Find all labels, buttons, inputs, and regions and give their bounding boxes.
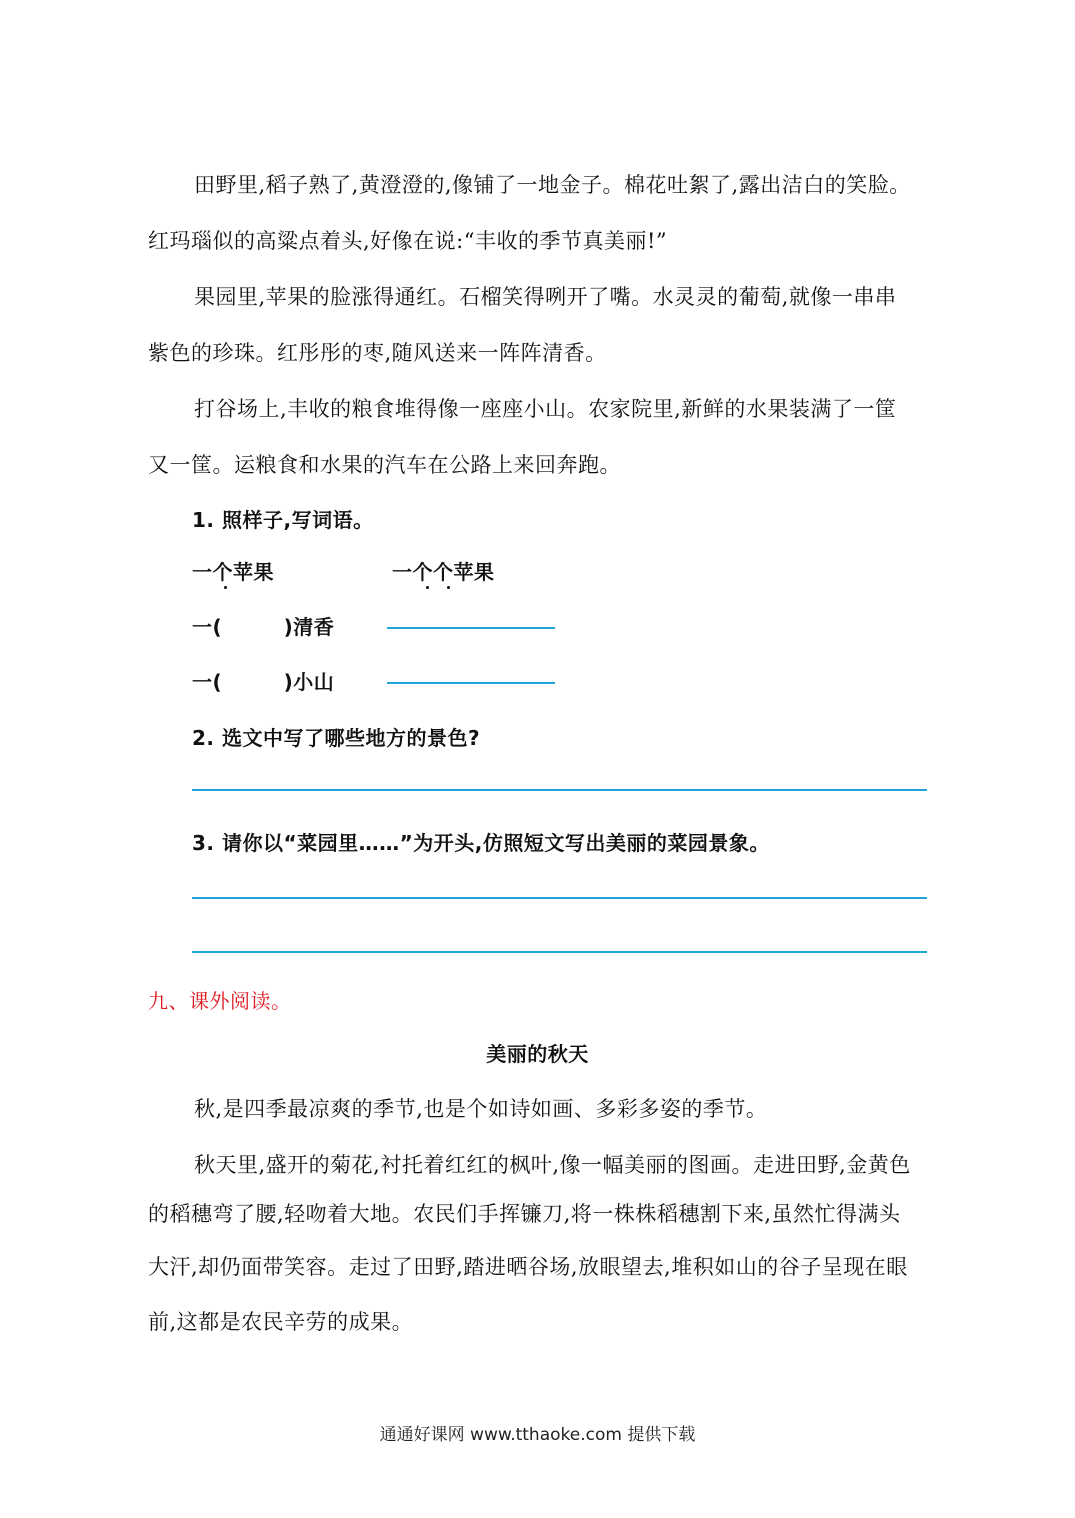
q1-item1-answer-line[interactable] — [387, 627, 555, 629]
passage1-para3-line2: 又一筐。运粮食和水果的汽车在公路上来回奔跑。 — [148, 453, 621, 477]
passage2-para1: 秋,是四季最凉爽的季节,也是个如诗如画、多彩多姿的季节。 — [194, 1097, 768, 1121]
passage2-para2-line1: 秋天里,盛开的菊花,衬托着红红的枫叶,像一幅美丽的图画。走进田野,金黄色 — [194, 1153, 911, 1177]
q2-answer-line[interactable] — [192, 789, 927, 791]
emphasis-dot — [224, 586, 227, 589]
passage1-para1-line1: 田野里,稻子熟了,黄澄澄的,像铺了一地金子。棉花吐絮了,露出洁白的笑脸。 — [194, 173, 911, 197]
passage2-para2-line4: 前,这都是农民辛劳的成果。 — [148, 1310, 414, 1334]
passage1-para3-line1: 打谷场上,丰收的粮食堆得像一座座小山。农家院里,新鲜的水果装满了一筐 — [194, 397, 897, 421]
passage1-para2-line2: 紫色的珍珠。红彤彤的枣,随风送来一阵阵清香。 — [148, 341, 607, 365]
passage2-title: 美丽的秋天 — [486, 1042, 589, 1066]
passage1-para2-line1: 果园里,苹果的脸涨得通红。石榴笑得咧开了嘴。水灵灵的葡萄,就像一串串 — [194, 285, 897, 309]
passage2-para2-line3: 大汗,却仍面带笑容。走过了田野,踏进晒谷场,放眼望去,堆积如山的谷子呈现在眼 — [148, 1255, 908, 1279]
q3-prompt: 3. 请你以“菜园里……”为开头,仿照短文写出美丽的菜园景象。 — [192, 831, 770, 855]
q2-prompt: 2. 选文中写了哪些地方的景色? — [192, 726, 481, 750]
emphasis-dot — [426, 586, 429, 589]
q1-prompt: 1. 照样子,写词语。 — [192, 508, 374, 532]
passage2-para2-line2: 的稻穗弯了腰,轻吻着大地。农民们手挥镰刀,将一株株稻穗割下来,虽然忙得满头 — [148, 1202, 901, 1226]
q1-item1: 一( )清香 — [192, 615, 335, 639]
emphasis-dot — [447, 586, 450, 589]
section-9-heading: 九、课外阅读。 — [148, 989, 292, 1013]
footer-credit: 通通好课网 www.tthaoke.com 提供下载 — [379, 1425, 696, 1445]
q1-item2-answer-line[interactable] — [387, 682, 555, 684]
q1-example-left: 一个苹果 — [192, 560, 274, 584]
q1-example-right: 一个个苹果 — [392, 560, 495, 584]
q3-answer-line-1[interactable] — [192, 897, 927, 899]
q1-item2: 一( )小山 — [192, 670, 335, 694]
passage1-para1-line2: 红玛瑙似的高粱点着头,好像在说:“丰收的季节真美丽!” — [148, 229, 668, 253]
q3-answer-line-2[interactable] — [192, 951, 927, 953]
